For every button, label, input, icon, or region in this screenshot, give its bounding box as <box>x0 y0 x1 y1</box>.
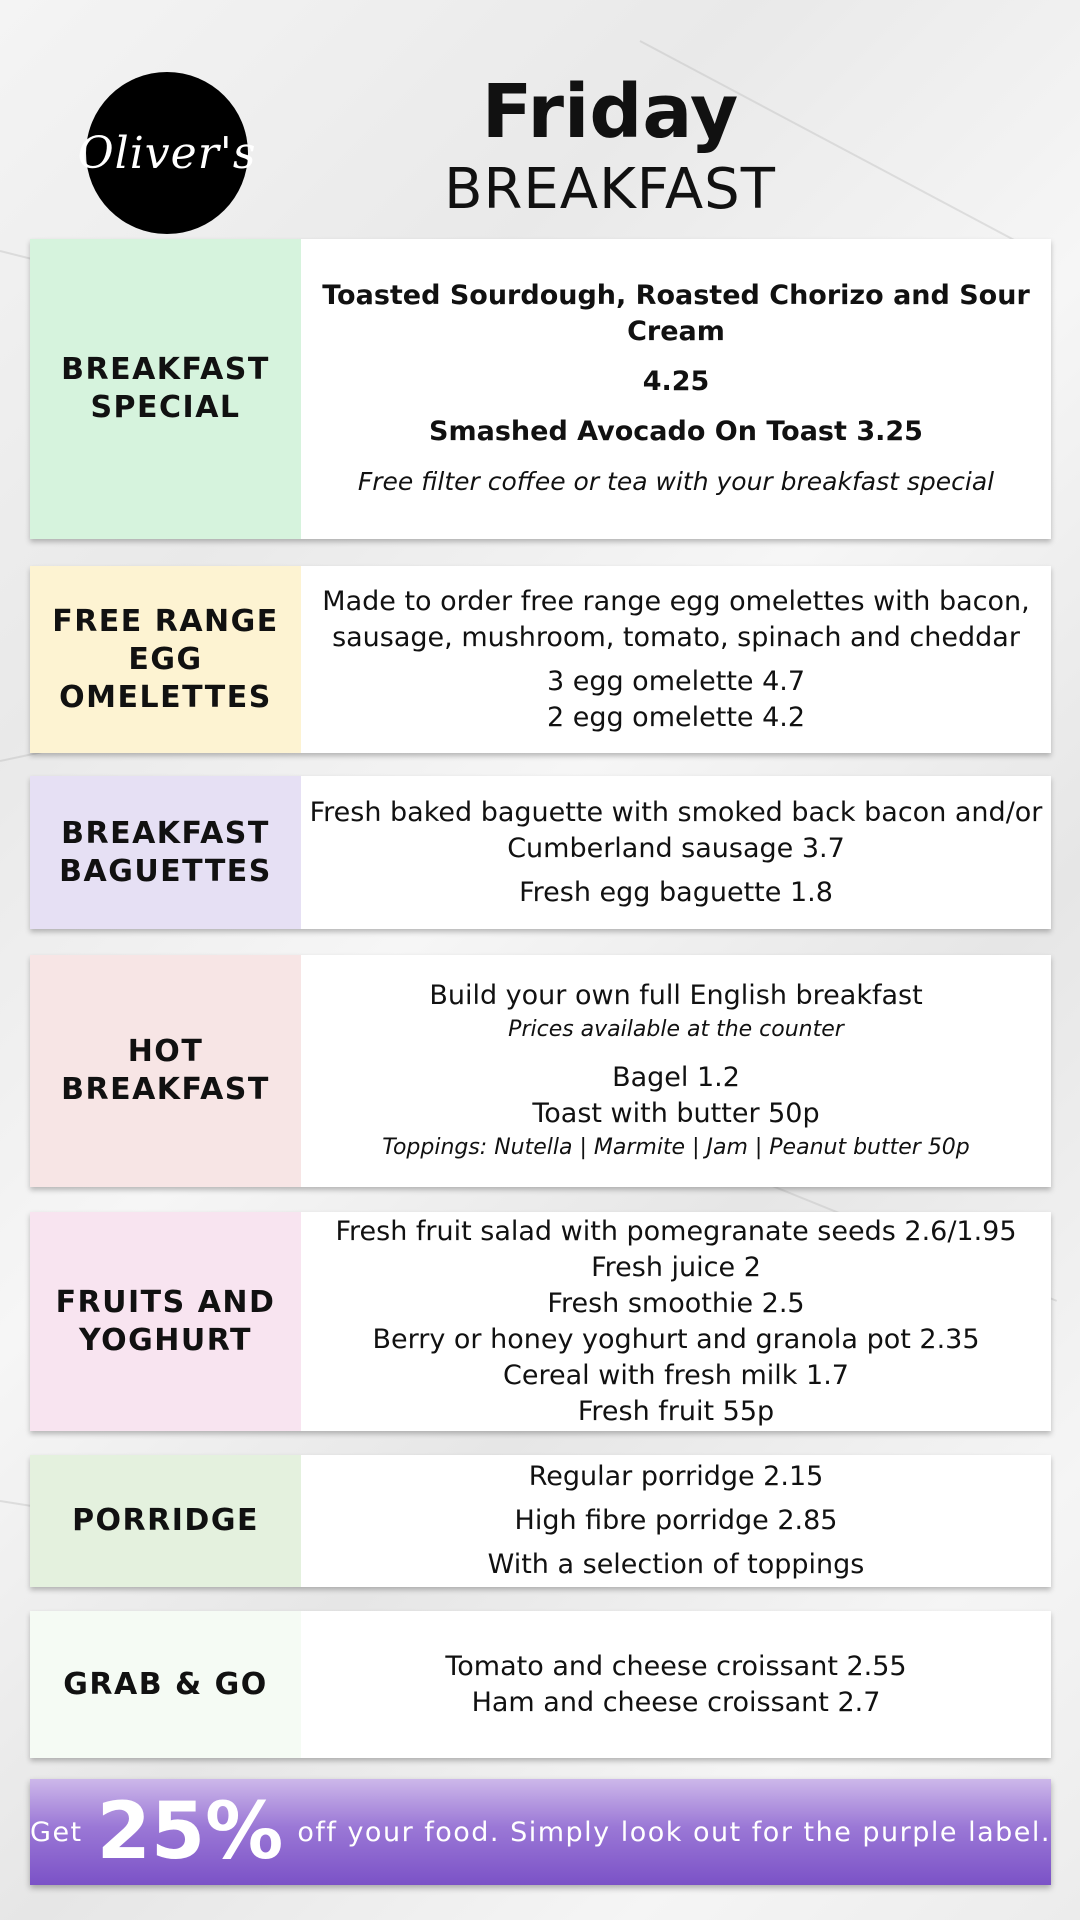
menu-item: Cumberland sausage 3.7 <box>507 832 845 864</box>
menu-item: Fresh fruit salad with pomegranate seeds 2.6/1.95 <box>335 1215 1017 1247</box>
section-items <box>301 566 1051 753</box>
section-items <box>301 239 1051 539</box>
section-items <box>301 955 1051 1187</box>
menu-item: Bagel 1.2 <box>612 1062 740 1093</box>
menu-item-description: Made to order free range egg omelettes with bacon, <box>322 585 1030 617</box>
category-label: BREAKFAST BAGUETTES <box>30 776 301 929</box>
menu-item: Toasted Sourdough, Roasted Chorizo and Sour Cream <box>322 280 1030 347</box>
menu-item: Fresh juice 2 <box>591 1251 761 1283</box>
menu-note: Free filter coffee or tea with your breakfast special <box>357 467 995 496</box>
category-label: GRAB & GO <box>30 1611 301 1758</box>
menu-item: Regular porridge 2.15 <box>528 1461 824 1492</box>
section-items <box>301 1611 1051 1758</box>
category-label: PORRIDGE <box>30 1455 301 1587</box>
menu-day: Friday <box>481 69 739 155</box>
menu-item: Ham and cheese croissant 2.7 <box>471 1686 881 1718</box>
menu-note: Toppings: Nutella | Marmite | Jam | Peanut butter 50p <box>382 1135 970 1160</box>
promo-message: off your food. Simply look out for the purple label. <box>297 1816 1051 1848</box>
section-fruits-yoghurt <box>30 1212 1051 1431</box>
section-breakfast-special <box>30 239 1051 539</box>
menu-item: Fresh fruit 55p <box>577 1395 775 1427</box>
menu-item: Fresh baked baguette with smoked back bacon and/or <box>309 796 1043 828</box>
logo-text: Oliver's <box>77 127 257 179</box>
menu-item: Berry or honey yoghurt and granola pot 2.35 <box>372 1323 980 1355</box>
section-items <box>301 1455 1051 1587</box>
section-grab-and-go <box>30 1611 1051 1758</box>
brand-logo <box>77 72 257 234</box>
menu-item-description: sausage, mushroom, tomato, spinach and cheddar <box>332 621 1020 653</box>
menu-note: Prices available at the counter <box>508 1017 844 1042</box>
section-items <box>301 1212 1051 1431</box>
promo-prefix: Get <box>30 1816 83 1848</box>
promo-discount: 25% <box>96 1787 284 1877</box>
category-label: FREE RANGE EGG OMELETTES <box>30 566 301 753</box>
menu-item: Tomato and cheese croissant 2.55 <box>445 1650 907 1682</box>
menu-item: 3 egg omelette 4.7 <box>546 665 806 697</box>
menu-item-price: 4.25 <box>642 366 710 397</box>
menu-item: High fibre porridge 2.85 <box>514 1505 838 1536</box>
section-items <box>301 776 1051 929</box>
category-label: HOT BREAKFAST <box>30 955 301 1187</box>
menu-item: Smashed Avocado On Toast 3.25 <box>429 416 923 447</box>
section-egg-omelettes <box>30 566 1051 753</box>
menu-item: Cereal with fresh milk 1.7 <box>503 1359 849 1391</box>
menu-item: Toast with butter 50p <box>532 1098 820 1129</box>
section-hot-breakfast <box>30 955 1051 1187</box>
category-label: BREAKFAST SPECIAL <box>30 239 301 539</box>
menu-item: Fresh smoothie 2.5 <box>547 1287 805 1319</box>
section-porridge <box>30 1455 1051 1587</box>
menu-meal: BREAKFAST <box>444 157 776 222</box>
category-label: FRUITS AND YOGHURT <box>30 1212 301 1431</box>
menu-item: Build your own full English breakfast <box>429 980 923 1011</box>
menu-item: With a selection of toppings <box>487 1549 865 1580</box>
menu-item: 2 egg omelette 4.2 <box>546 701 806 733</box>
section-breakfast-baguettes <box>30 776 1051 929</box>
menu-item: Fresh egg baguette 1.8 <box>519 876 833 908</box>
promo-banner <box>30 1779 1051 1885</box>
